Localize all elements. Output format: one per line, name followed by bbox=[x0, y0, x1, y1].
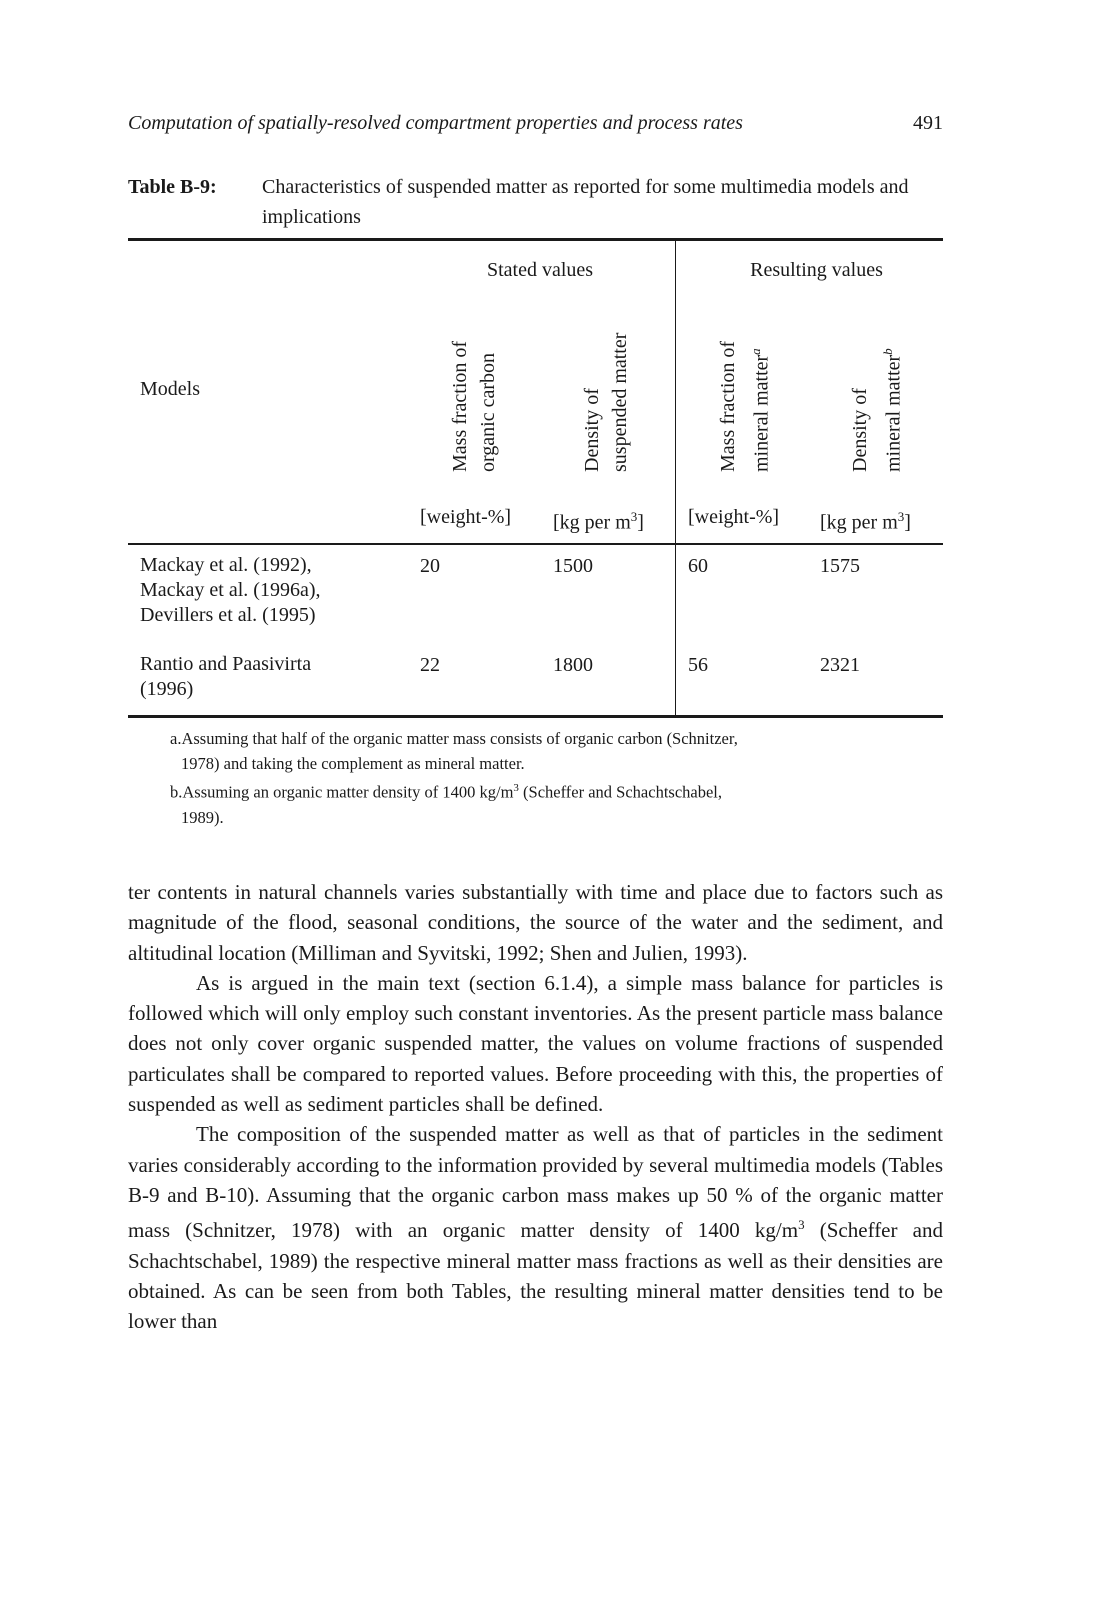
model-line: Mackay et al. (1996a), bbox=[140, 579, 321, 601]
paragraph-3-superscript: 3 bbox=[798, 1217, 805, 1233]
footnote-marker-a: a bbox=[748, 348, 763, 355]
table-group-divider bbox=[675, 241, 676, 715]
table-cell: 60 bbox=[688, 555, 708, 577]
table-cell: 56 bbox=[688, 654, 708, 676]
paragraph-1: ter contents in natural channels varies substantially with time and place due to factors such as magnitude of the flood, seasonal conditions, the source of the water and the sediment, and altitudinal location (Milliman and Syvitski, 1992; Shen and Julien, 1993). bbox=[128, 880, 943, 965]
table-label: Table B-9: bbox=[128, 176, 217, 198]
paragraph-3-part: The composition of the suspended matter as well as that of particles in the sediment varies considerably according to the information provided by several multimedia models (Tables B-9 and B-10). Assuming that the organic carbon mass makes up 50 % of the organic matter mass (Schnitzer, 1978) with an organic matter density of 1400 kg/m bbox=[128, 1122, 943, 1243]
table-top-rule bbox=[128, 238, 943, 241]
footnote-superscript: 3 bbox=[513, 782, 519, 794]
page-number: 491 bbox=[913, 112, 943, 134]
column-header-line: Mass fraction of bbox=[717, 340, 739, 472]
column-header-mm-fraction bbox=[714, 341, 776, 472]
model-line: Devillers et al. (1995) bbox=[140, 604, 316, 626]
column-header-oc-fraction bbox=[446, 341, 502, 472]
unit-text: [weight-%] bbox=[688, 506, 780, 528]
footnote-line: a.Assuming that half of the organic matter mass consists of organic carbon (Schnitzer, bbox=[170, 729, 738, 748]
unit-superscript: 3 bbox=[897, 509, 905, 524]
paragraph-3-part: (Scheffer and Schachtschabel, 1989) the respective mineral matter mass fractions as well as their densities are obtained. As can be seen from both Tables, the resulting mineral matter densities tend to be lower than bbox=[128, 1218, 943, 1334]
unit-superscript: 3 bbox=[630, 509, 638, 524]
table-cell: 1800 bbox=[553, 654, 593, 676]
table-header-rule bbox=[128, 543, 943, 545]
model-line: Rantio and Paasivirta bbox=[140, 653, 312, 675]
table-row-1-model bbox=[140, 553, 320, 628]
column-header-line: Density of bbox=[581, 388, 603, 472]
table-footnotes bbox=[170, 726, 942, 830]
running-head-title: Computation of spatially-resolved compartment properties and process rates bbox=[128, 112, 743, 134]
unit-text: ] bbox=[637, 511, 644, 534]
table-row-2-model bbox=[140, 652, 311, 702]
column-header-line: Mass fraction of bbox=[449, 340, 471, 472]
unit-text: [weight-%] bbox=[420, 506, 512, 528]
column-header-sm-density bbox=[578, 333, 634, 472]
models-header: Models bbox=[140, 378, 200, 400]
footnote-line: 1978) and taking the complement as mineral matter. bbox=[181, 754, 525, 773]
paragraph-3 bbox=[128, 1119, 943, 1336]
running-head bbox=[128, 112, 943, 135]
column-header-mm-density bbox=[846, 348, 908, 472]
column-header-line: mineral matter bbox=[882, 354, 905, 472]
footnote-line: b.Assuming an organic matter density of 1400 kg/m bbox=[170, 782, 514, 802]
footnote-line: 1989). bbox=[181, 807, 224, 827]
column-header-line: Density of bbox=[849, 388, 871, 472]
table-cell: 1575 bbox=[820, 555, 860, 577]
table-caption-text: Characteristics of suspended matter as reported for some multimedia models and implications bbox=[262, 176, 909, 228]
unit-text: [kg per m bbox=[553, 511, 631, 534]
table-cell: 20 bbox=[420, 555, 440, 577]
column-header-line: suspended matter bbox=[609, 332, 631, 472]
table-cell: 2321 bbox=[820, 654, 860, 676]
unit-mm-density bbox=[820, 504, 911, 536]
table-cell: 1500 bbox=[553, 555, 593, 577]
column-header-line: organic carbon bbox=[477, 352, 499, 472]
table-bottom-rule bbox=[128, 715, 943, 718]
unit-sm-density bbox=[553, 504, 644, 536]
unit-mm-fraction bbox=[688, 504, 779, 530]
unit-text: ] bbox=[904, 511, 911, 534]
footnote-b bbox=[170, 776, 942, 830]
model-line: (1996) bbox=[140, 678, 194, 700]
paragraph-2: As is argued in the main text (section 6.1.4), a simple mass balance for particles is followed which will only employ such constant inventories. As the present particle mass balance does not only cover organic suspended matter, the values on volume fractions of suspended particulates shall be compared to reported values. Before proceeding with this, the properties of suspended as well as sediment particles shall be defined. bbox=[128, 970, 943, 1117]
unit-oc-fraction bbox=[420, 504, 511, 530]
footnote-marker-b: b bbox=[880, 348, 895, 355]
table-cell: 22 bbox=[420, 654, 440, 676]
unit-text: [kg per m bbox=[820, 511, 898, 534]
model-line: Mackay et al. (1992), bbox=[140, 554, 312, 576]
column-header-line: mineral matter bbox=[750, 354, 773, 472]
group-header-resulting: Resulting values bbox=[750, 259, 883, 281]
footnote-a bbox=[170, 726, 942, 776]
body-text bbox=[128, 877, 943, 1336]
footnote-line: (Scheffer and Schachtschabel, bbox=[518, 782, 723, 802]
group-header-stated: Stated values bbox=[486, 259, 594, 281]
